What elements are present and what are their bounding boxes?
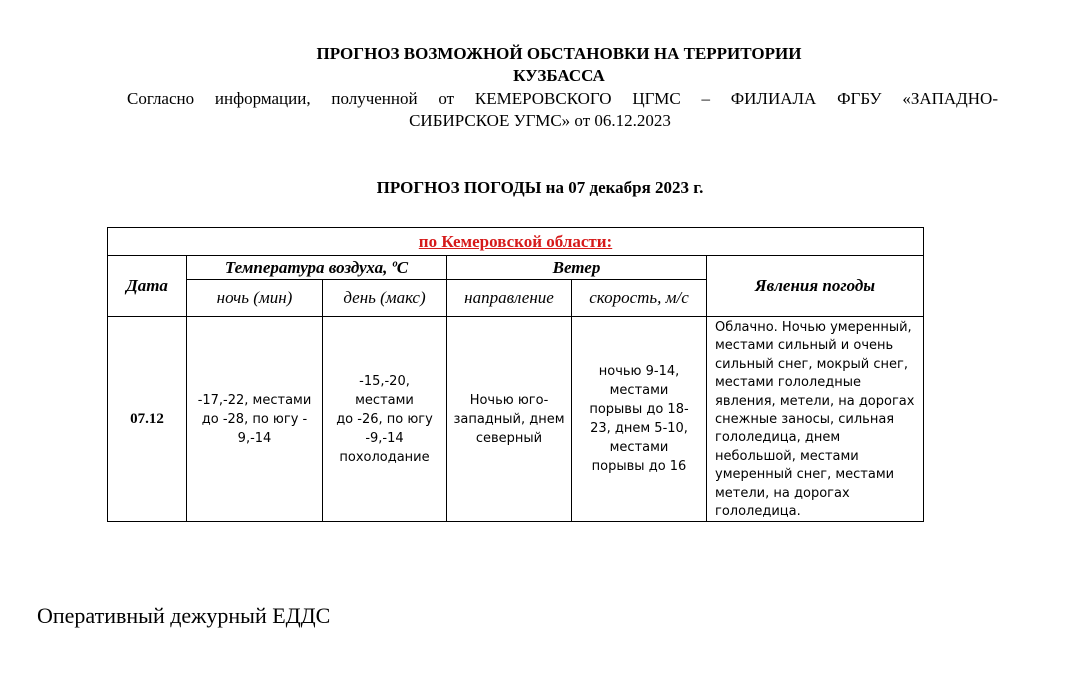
document-title-line-1: ПРОГНОЗ ВОЗМОЖНОЙ ОБСТАНОВКИ НА ТЕРРИТОРИИ [316, 44, 802, 63]
cell-phenomena: Облачно. Ночью умеренный, местами сильный и очень сильный снег, мокрый снег, местами гололедные явления, метели, на дорогах снежные заносы, сильная гололедица, днем небольшой, местами умеренный снег, местами метели, на дорогах гололедица. [707, 317, 924, 522]
cell-wind-direction [447, 317, 572, 522]
forecast-title: ПРОГНОЗ ПОГОДЫ на 07 декабря 2023 г. [376, 178, 704, 197]
intro-text-line-2: СИБИРСКОЕ УГМС» от 06.12.2023 [409, 111, 671, 130]
header-temperature: Температура воздуха, ºC [187, 256, 447, 280]
header-direction: направление [447, 280, 572, 317]
cell-wind-speed [572, 317, 707, 522]
header-speed: скорость, м/с [572, 280, 707, 317]
header-date: Дата [108, 256, 187, 317]
day-temp-line-5: похолодание [339, 449, 430, 465]
table-row [108, 317, 924, 522]
forecast-table [107, 227, 924, 522]
cell-day-temp [323, 317, 447, 522]
document-title-line-2: КУЗБАССА [513, 66, 605, 85]
night-temp-text: -17,-22, местами до -28, по югу - 9,-14 [197, 392, 312, 446]
wind-direction-text: Ночью юго-западный, днем северный [453, 392, 565, 446]
intro-text-line-1: Согласно информации, полученной от КЕМЕРОВСКОГО ЦГМС – ФИЛИАЛА ФГБУ «ЗАПАДНО- [127, 89, 998, 108]
day-temp-line-1: -15,-20, [359, 373, 410, 389]
header-phenomena: Явления погоды [707, 256, 924, 317]
signature-line: Оперативный дежурный ЕДДС [37, 603, 331, 628]
header-wind: Ветер [447, 256, 707, 280]
region-header: по Кемеровской области: [108, 228, 924, 256]
header-night: ночь (мин) [187, 280, 323, 317]
cell-night-temp [187, 317, 323, 522]
day-temp-line-2: местами [355, 392, 414, 408]
header-day: день (макс) [323, 280, 447, 317]
day-temp-line-3: до -26, по югу [336, 411, 433, 427]
cell-date: 07.12 [108, 317, 187, 522]
day-temp-line-4: -9,-14 [365, 430, 404, 446]
wind-speed-text: ночью 9-14, местами порывы до 18-23, днем 5-10, местами порывы до 16 [589, 364, 689, 475]
